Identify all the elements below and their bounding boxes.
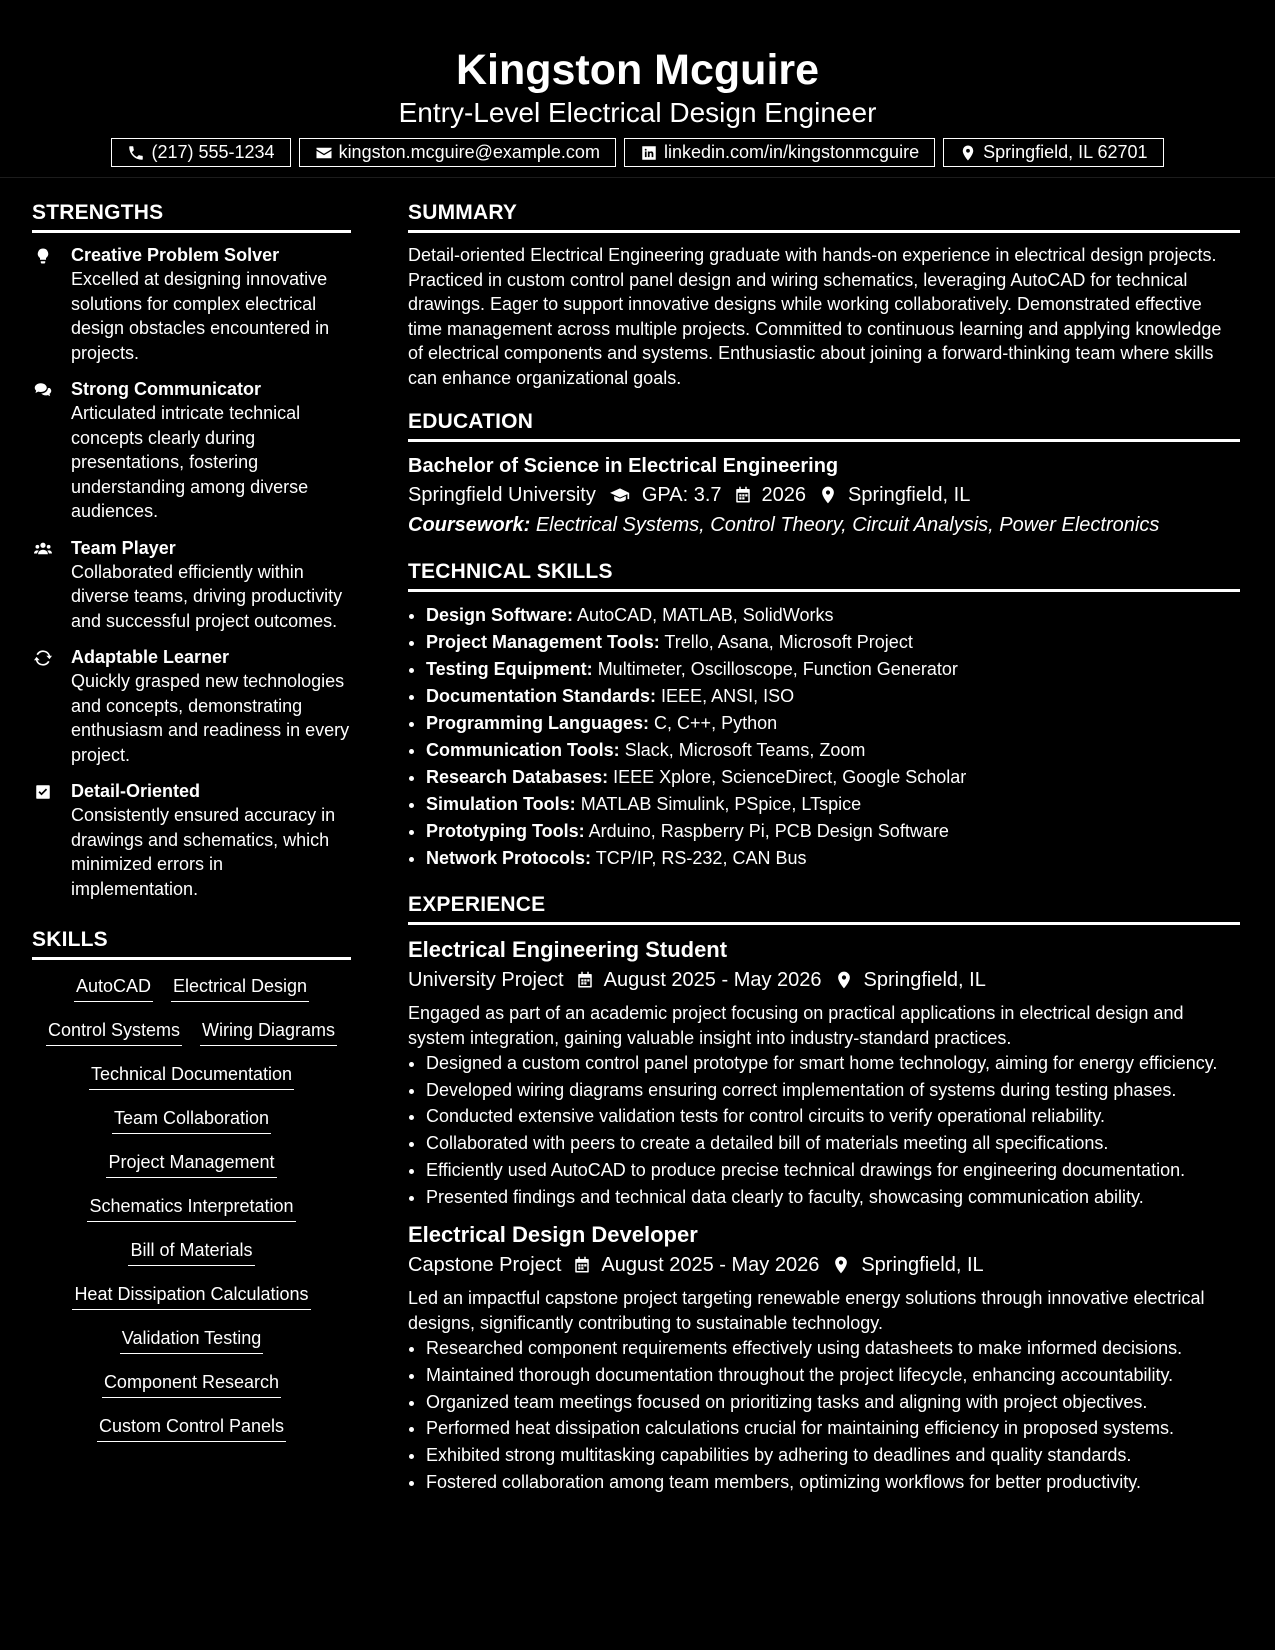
gpa: GPA: 3.7 bbox=[641, 484, 722, 506]
tech-label: Communication Tools: bbox=[426, 740, 620, 760]
tech-label: Simulation Tools: bbox=[426, 794, 576, 814]
contact-location-text: Springfield, IL 62701 bbox=[983, 142, 1148, 162]
coursework-label: Coursework: bbox=[408, 514, 531, 536]
school-location: Springfield, IL bbox=[848, 484, 971, 506]
tech-value: IEEE, ANSI, ISO bbox=[661, 686, 795, 706]
contact-email-text: kingston.mcguire@example.com bbox=[338, 142, 600, 162]
school-name: Springfield University bbox=[408, 484, 596, 506]
skill-chip: Bill of Materials bbox=[128, 1238, 254, 1266]
list-item: • Organized team meetings focused on prioritizing tasks and aligning with project objectives. bbox=[426, 1389, 1240, 1416]
tech-value: Trello, Asana, Microsoft Project bbox=[664, 632, 913, 652]
strength-title: Strong Communicator bbox=[71, 379, 262, 399]
contact-phone[interactable] bbox=[111, 138, 290, 167]
calendar-icon bbox=[573, 1256, 591, 1274]
strength-description: Consistently ensured accuracy in drawings and schematics, which minimized errors in implementation. bbox=[71, 805, 336, 899]
phone-icon bbox=[127, 144, 145, 162]
strength-item bbox=[32, 779, 351, 901]
skill-chip: Component Research bbox=[102, 1370, 281, 1398]
tech-label: Network Protocols: bbox=[426, 848, 592, 868]
job-org: Capstone Project bbox=[408, 1254, 562, 1277]
job-bullets bbox=[408, 1335, 1240, 1495]
summary-heading: SUMMARY bbox=[408, 198, 1240, 233]
tech-label: Prototyping Tools: bbox=[426, 821, 585, 841]
job-dates: August 2025 - May 2026 bbox=[603, 969, 822, 991]
graduation-year: 2026 bbox=[761, 484, 807, 506]
job-meta bbox=[408, 1250, 1240, 1280]
tech-value: Multimeter, Oscilloscope, Function Generator bbox=[597, 659, 958, 679]
tech-label: Project Management Tools: bbox=[426, 632, 660, 652]
list-item: • Conducted extensive validation tests for control circuits to verify operational reliability. bbox=[426, 1103, 1240, 1130]
strength-title: Team Player bbox=[71, 537, 176, 558]
map-pin-icon bbox=[831, 1255, 851, 1275]
tech-label: Design Software: bbox=[426, 605, 574, 625]
job-dates: August 2025 - May 2026 bbox=[601, 1254, 820, 1277]
strengths-heading: STRENGTHS bbox=[32, 198, 351, 233]
strength-description: Quickly grasped new technologies and concepts, demonstrating enthusiasm and readiness in every project. bbox=[71, 671, 350, 765]
list-item: • Collaborated with peers to create a detailed bill of materials meeting all specifications. bbox=[426, 1130, 1240, 1157]
contact-linkedin[interactable] bbox=[624, 138, 935, 167]
map-pin-icon bbox=[959, 144, 977, 162]
list-item: • Designed a custom control panel prototype for smart home technology, aiming for energy efficiency. bbox=[426, 1050, 1240, 1077]
strength-title: Creative Problem Solver bbox=[71, 245, 280, 265]
list-item bbox=[426, 845, 1240, 872]
contact-bar bbox=[0, 138, 1275, 167]
users-icon bbox=[32, 540, 54, 558]
contact-linkedin-text: linkedin.com/in/kingstonmcguire bbox=[663, 142, 920, 162]
skill-chip: Schematics Interpretation bbox=[87, 1194, 295, 1222]
list-item: • Researched component requirements effectively using datasheets to make informed decisions. bbox=[426, 1335, 1240, 1362]
list-item bbox=[426, 764, 1240, 791]
skill-chip: Heat Dissipation Calculations bbox=[72, 1282, 310, 1310]
skill-chip: Team Collaboration bbox=[112, 1106, 271, 1134]
technical-skills-list bbox=[408, 602, 1240, 872]
list-item bbox=[426, 629, 1240, 656]
map-pin-icon bbox=[834, 970, 854, 990]
map-pin-icon bbox=[818, 485, 838, 505]
tech-value: TCP/IP, RS-232, CAN Bus bbox=[595, 848, 807, 868]
tech-label: Testing Equipment: bbox=[426, 659, 593, 679]
job-location: Springfield, IL bbox=[863, 969, 986, 991]
sync-icon bbox=[32, 649, 54, 667]
strength-item bbox=[32, 377, 351, 524]
contact-location[interactable] bbox=[943, 138, 1163, 167]
education-meta bbox=[408, 480, 1240, 510]
tech-label: Programming Languages: bbox=[426, 713, 650, 733]
job-description: Engaged as part of an academic project focusing on practical applications in electrical design and system integration, gaining valuable insight into industry-standard practices. bbox=[408, 1003, 1184, 1048]
calendar-icon bbox=[576, 971, 594, 989]
right-column bbox=[408, 198, 1240, 1505]
skill-chip: Validation Testing bbox=[120, 1326, 263, 1354]
list-item bbox=[426, 683, 1240, 710]
skill-chip: AutoCAD bbox=[74, 974, 153, 1002]
coursework-list: Electrical Systems, Control Theory, Circuit Analysis, Power Electronics bbox=[535, 514, 1160, 536]
checkbox-icon bbox=[32, 783, 54, 801]
envelope-icon bbox=[315, 144, 333, 162]
contact-phone-text: (217) 555-1234 bbox=[151, 142, 275, 162]
lightbulb-icon bbox=[32, 247, 54, 265]
strength-title: Detail-Oriented bbox=[71, 781, 201, 801]
skill-chip: Electrical Design bbox=[171, 974, 309, 1002]
linkedin-icon bbox=[640, 144, 658, 162]
skills-list bbox=[32, 974, 351, 1442]
coursework bbox=[408, 510, 1240, 541]
skill-chip: Custom Control Panels bbox=[97, 1414, 286, 1442]
job-description: Led an impactful capstone project targeting renewable energy solutions through innovative electrical designs, significantly contributing to sustainable technology. bbox=[408, 1288, 1205, 1333]
summary-text: Detail-oriented Electrical Engineering graduate with hands-on experience in electrical design projects. Practiced in custom control panel design and wiring schematics, leveraging AutoCAD for technical drawings. Eager to support innovative designs while working collaboratively. Demonstrated effective time management across multiple projects. Committed to continuous learning and applying knowledge of electrical components and systems. Enthusiastic about joining a forward-thinking team where skills can enhance organizational goals. bbox=[408, 245, 1222, 388]
job-entry bbox=[408, 1220, 1240, 1495]
graduation-cap-icon bbox=[608, 485, 632, 505]
strength-title: Adaptable Learner bbox=[71, 647, 230, 667]
strength-description: Excelled at designing innovative solutions for complex electrical design obstacles encountered in projects. bbox=[71, 269, 330, 363]
list-item bbox=[426, 602, 1240, 629]
job-bullets bbox=[408, 1050, 1240, 1210]
education-heading: EDUCATION bbox=[408, 407, 1240, 442]
skill-chip: Technical Documentation bbox=[89, 1062, 294, 1090]
tech-value: Arduino, Raspberry Pi, PCB Design Software bbox=[588, 821, 949, 841]
list-item: • Developed wiring diagrams ensuring correct implementation of systems during testing phases. bbox=[426, 1077, 1240, 1104]
left-column bbox=[32, 198, 351, 1442]
tech-value: Slack, Microsoft Teams, Zoom bbox=[624, 740, 866, 760]
list-item bbox=[426, 818, 1240, 845]
skill-chip: Wiring Diagrams bbox=[200, 1018, 337, 1046]
tech-value: MATLAB Simulink, PSpice, LTspice bbox=[580, 794, 862, 814]
comments-icon bbox=[32, 381, 54, 399]
job-meta bbox=[408, 965, 1240, 995]
list-item: • Fostered collaboration among team members, optimizing workflows for better productivity. bbox=[426, 1469, 1240, 1496]
skill-chip: Control Systems bbox=[46, 1018, 182, 1046]
skills-heading: SKILLS bbox=[32, 925, 351, 960]
strength-item bbox=[32, 243, 351, 365]
resume-header bbox=[0, 0, 1275, 178]
job-entry bbox=[408, 935, 1240, 1210]
list-item: • Presented findings and technical data clearly to faculty, showcasing communication ability. bbox=[426, 1184, 1240, 1211]
candidate-name: Kingston Mcguire bbox=[455, 46, 820, 94]
list-item bbox=[426, 710, 1240, 737]
strength-item bbox=[32, 536, 351, 634]
job-location: Springfield, IL bbox=[861, 1254, 984, 1277]
tech-value: IEEE Xplore, ScienceDirect, Google Scholar bbox=[613, 767, 967, 787]
contact-email[interactable] bbox=[299, 138, 616, 167]
tech-value: AutoCAD, MATLAB, SolidWorks bbox=[577, 605, 834, 625]
calendar-icon bbox=[734, 486, 752, 504]
list-item bbox=[426, 656, 1240, 683]
experience-heading: EXPERIENCE bbox=[408, 890, 1240, 925]
candidate-title: Entry-Level Electrical Design Engineer bbox=[398, 97, 877, 128]
list-item bbox=[426, 791, 1240, 818]
list-item: • Performed heat dissipation calculations crucial for maintaining efficiency in proposed systems. bbox=[426, 1415, 1240, 1442]
job-org: University Project bbox=[408, 969, 564, 991]
job-title: Electrical Engineering Student bbox=[408, 937, 728, 962]
list-item: • Efficiently used AutoCAD to produce precise technical drawings for engineering documentation. bbox=[426, 1157, 1240, 1184]
list-item: • Maintained thorough documentation throughout the project lifecycle, enhancing accountability. bbox=[426, 1362, 1240, 1389]
list-item: • Exhibited strong multitasking capabilities by adhering to deadlines and quality standards. bbox=[426, 1442, 1240, 1469]
technical-skills-heading: TECHNICAL SKILLS bbox=[408, 557, 1240, 592]
job-title: Electrical Design Developer bbox=[408, 1222, 698, 1248]
strength-item bbox=[32, 645, 351, 767]
strength-description: Collaborated efficiently within diverse teams, driving productivity and successful project outcomes. bbox=[71, 561, 343, 631]
tech-value: C, C++, Python bbox=[654, 713, 778, 733]
strength-description: Articulated intricate technical concepts clearly during presentations, fostering understanding among diverse audiences. bbox=[71, 403, 309, 521]
tech-label: Documentation Standards: bbox=[426, 686, 657, 706]
tech-label: Research Databases: bbox=[426, 767, 609, 787]
skill-chip: Project Management bbox=[106, 1150, 276, 1178]
list-item bbox=[426, 737, 1240, 764]
degree-title: Bachelor of Science in Electrical Engineering bbox=[408, 455, 839, 477]
